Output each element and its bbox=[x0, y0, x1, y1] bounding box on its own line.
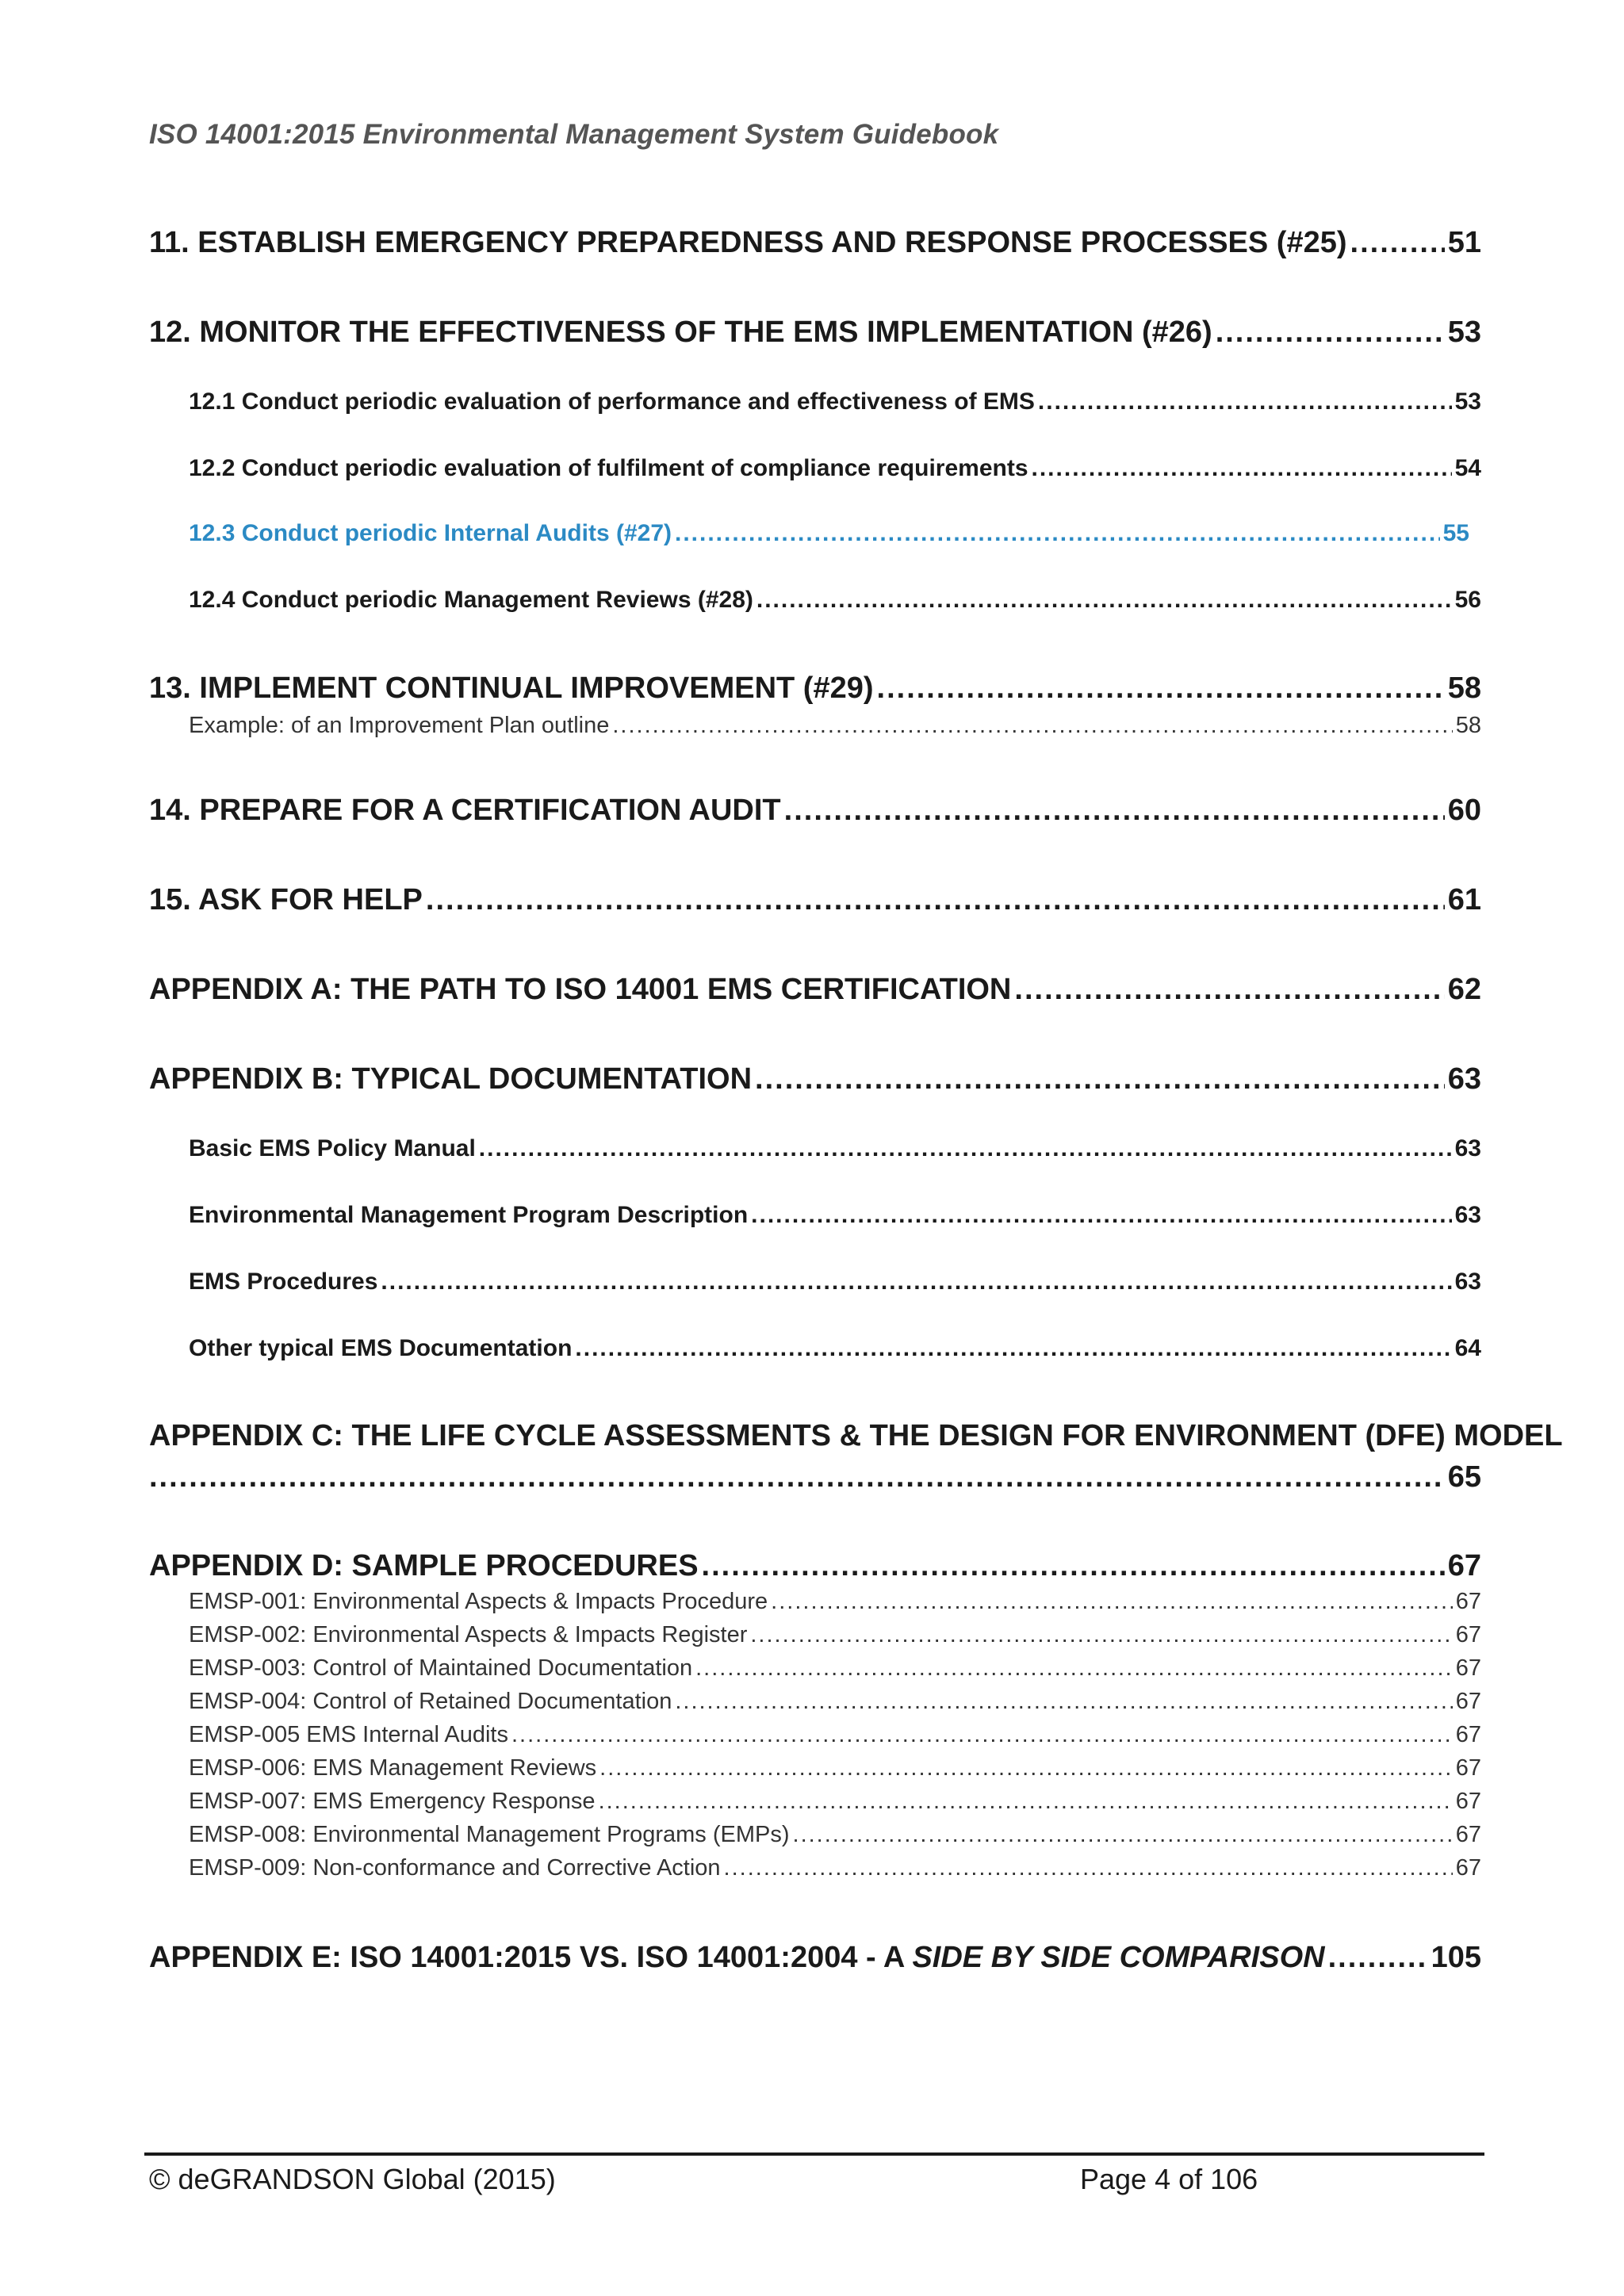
toc-entry-title: EMSP-003: Control of Maintained Documentation bbox=[189, 1655, 693, 1681]
toc-page-number: 105 bbox=[1431, 1941, 1481, 1974]
toc-page-number: 67 bbox=[1455, 1722, 1481, 1747]
dot-leader bbox=[479, 1135, 1452, 1162]
dot-leader bbox=[756, 587, 1452, 614]
toc-entry-13[interactable] bbox=[149, 672, 1481, 706]
toc-page-number: 64 bbox=[1454, 1335, 1481, 1361]
running-header: ISO 14001:2015 Environmental Management System Guidebook bbox=[149, 119, 999, 150]
toc-entry-12-2[interactable] bbox=[189, 455, 1481, 482]
toc-entry-appendix-b-1[interactable] bbox=[189, 1135, 1481, 1162]
dot-leader bbox=[612, 713, 1452, 739]
dot-leader bbox=[1350, 226, 1445, 260]
toc-entry-appendix-b-3[interactable] bbox=[189, 1269, 1481, 1295]
toc-page-number: 51 bbox=[1447, 226, 1481, 259]
toc-entry-15[interactable] bbox=[149, 883, 1481, 917]
dot-leader bbox=[1038, 388, 1452, 415]
toc-entry-title: APPENDIX A: THE PATH TO ISO 14001 EMS CERTIFICATION bbox=[149, 973, 1012, 1006]
toc-entry-title: Example: of an Improvement Plan outline bbox=[189, 713, 610, 738]
dot-leader bbox=[511, 1722, 1453, 1748]
toc-procedure-item[interactable] bbox=[189, 1655, 1481, 1682]
toc-entry-title: EMSP-009: Non-conformance and Corrective Action bbox=[189, 1855, 721, 1881]
toc-entry-title: 15. ASK FOR HELP bbox=[149, 883, 423, 916]
toc-entry-title: APPENDIX D: SAMPLE PROCEDURES bbox=[149, 1549, 699, 1582]
toc-entry-appendix-b-4[interactable] bbox=[189, 1335, 1481, 1362]
toc-page-number: 65 bbox=[1447, 1460, 1481, 1494]
toc-page-number: 58 bbox=[1455, 713, 1481, 738]
toc-entry-title bbox=[149, 1941, 1325, 1975]
dot-leader bbox=[599, 1755, 1453, 1781]
toc-page-number: 67 bbox=[1455, 1822, 1481, 1847]
toc-entry-title: 12. MONITOR THE EFFECTIVENESS OF THE EMS IMPLEMENTATION (#26) bbox=[149, 316, 1212, 349]
toc-page-number: 62 bbox=[1447, 973, 1481, 1006]
toc-page-number: 61 bbox=[1447, 883, 1481, 916]
toc-entry-12-4[interactable] bbox=[189, 587, 1481, 614]
toc-procedure-item[interactable] bbox=[189, 1789, 1481, 1815]
toc-page-number: 67 bbox=[1455, 1589, 1481, 1614]
toc-entry-14[interactable] bbox=[149, 794, 1481, 828]
toc-page-number: 54 bbox=[1454, 455, 1481, 481]
toc-entry-appendix-a[interactable] bbox=[149, 973, 1481, 1007]
toc-entry-title: 12.3 Conduct periodic Internal Audits (#27) bbox=[189, 520, 672, 546]
dot-leader bbox=[599, 1789, 1453, 1815]
toc-entry-title: 12.2 Conduct periodic evaluation of fulfilment of compliance requirements bbox=[189, 455, 1028, 481]
toc-entry-title: EMS Procedures bbox=[189, 1269, 378, 1295]
dot-leader bbox=[695, 1655, 1453, 1682]
toc-page-number: 56 bbox=[1454, 587, 1481, 613]
toc-page-number: 67 bbox=[1447, 1549, 1481, 1582]
toc-entry-title-part: APPENDIX E: ISO 14001:2015 VS. ISO 14001:2004 - A bbox=[149, 1941, 913, 1974]
toc-entry-title: Environmental Management Program Description bbox=[189, 1202, 749, 1228]
toc-page-number: 58 bbox=[1447, 672, 1481, 705]
toc-page-number: 67 bbox=[1455, 1755, 1481, 1781]
toc-page-number: 67 bbox=[1455, 1655, 1481, 1681]
toc-entry-title: EMSP-001: Environmental Aspects & Impacts Procedure bbox=[189, 1589, 768, 1614]
dot-leader bbox=[724, 1855, 1453, 1881]
toc-entry-title: Basic EMS Policy Manual bbox=[189, 1135, 476, 1161]
dot-leader bbox=[784, 794, 1445, 828]
dot-leader bbox=[702, 1549, 1445, 1583]
dot-leader bbox=[751, 1202, 1451, 1229]
toc-page-number: 67 bbox=[1455, 1789, 1481, 1814]
toc-page-number: 55 bbox=[1442, 520, 1469, 546]
toc-entry-title: Other typical EMS Documentation bbox=[189, 1335, 573, 1361]
toc-procedure-item[interactable] bbox=[189, 1755, 1481, 1781]
toc-page-number: 53 bbox=[1447, 316, 1481, 349]
dot-leader bbox=[1014, 973, 1444, 1007]
toc-procedure-item[interactable] bbox=[189, 1622, 1481, 1648]
dot-leader bbox=[755, 1062, 1445, 1096]
toc-entry-appendix-d[interactable] bbox=[149, 1549, 1481, 1583]
toc-entry-title: EMSP-004: Control of Retained Documentation bbox=[189, 1689, 672, 1714]
toc-entry-title: EMSP-007: EMS Emergency Response bbox=[189, 1789, 596, 1814]
toc-page-number: 63 bbox=[1454, 1135, 1481, 1161]
toc-entry-appendix-b[interactable] bbox=[149, 1062, 1481, 1096]
dot-leader bbox=[381, 1269, 1451, 1295]
toc-page-number: 63 bbox=[1447, 1062, 1481, 1096]
dot-leader bbox=[149, 1460, 1445, 1494]
footer-page-number: Page 4 of 106 bbox=[1080, 2163, 1258, 2195]
toc-entry-12-3-link[interactable] bbox=[189, 520, 1469, 547]
toc-procedure-item[interactable] bbox=[189, 1722, 1481, 1748]
dot-leader bbox=[771, 1589, 1453, 1615]
toc-entry-12-1[interactable] bbox=[189, 388, 1481, 415]
footer-rule bbox=[144, 2152, 1484, 2156]
toc-page-number: 63 bbox=[1454, 1202, 1481, 1228]
toc-page-number: 53 bbox=[1454, 388, 1481, 415]
toc-entry-title: APPENDIX B: TYPICAL DOCUMENTATION bbox=[149, 1062, 753, 1096]
toc-entry-title: 14. PREPARE FOR A CERTIFICATION AUDIT bbox=[149, 794, 781, 827]
dot-leader bbox=[877, 672, 1445, 706]
toc-procedure-item[interactable] bbox=[189, 1589, 1481, 1615]
toc-page-number: 63 bbox=[1454, 1269, 1481, 1295]
toc-entry-title: EMSP-008: Environmental Management Programs (EMPs) bbox=[189, 1822, 790, 1847]
dot-leader bbox=[1328, 1941, 1428, 1975]
toc-page-number: 67 bbox=[1455, 1622, 1481, 1647]
toc-page-number: 67 bbox=[1455, 1689, 1481, 1714]
toc-procedure-item[interactable] bbox=[189, 1822, 1481, 1848]
dot-leader bbox=[793, 1822, 1453, 1848]
toc-entry-title: EMSP-005 EMS Internal Audits bbox=[189, 1722, 508, 1747]
toc-entry-title: 12.4 Conduct periodic Management Reviews (#28) bbox=[189, 587, 753, 613]
toc-entry-title: 11. ESTABLISH EMERGENCY PREPAREDNESS AND RESPONSE PROCESSES (#25) bbox=[149, 226, 1347, 259]
toc-entry-title: 12.1 Conduct periodic evaluation of performance and effectiveness of EMS bbox=[189, 388, 1035, 415]
toc-entry-title-italic: SIDE BY SIDE COMPARISON bbox=[912, 1941, 1325, 1974]
toc-entry-appendix-b-2[interactable] bbox=[189, 1202, 1481, 1229]
dot-leader bbox=[675, 1689, 1452, 1715]
toc-entry-title: 13. IMPLEMENT CONTINUAL IMPROVEMENT (#29) bbox=[149, 672, 874, 705]
toc-entry-11[interactable] bbox=[149, 226, 1481, 260]
footer-copyright: © deGRANDSON Global (2015) bbox=[149, 2163, 556, 2195]
toc-page-number: 60 bbox=[1447, 794, 1481, 827]
dot-leader bbox=[426, 883, 1445, 917]
toc-entry-12[interactable] bbox=[149, 316, 1481, 350]
dot-leader bbox=[575, 1335, 1451, 1362]
dot-leader bbox=[675, 520, 1440, 547]
toc-page-number: 67 bbox=[1455, 1855, 1481, 1881]
dot-leader bbox=[1216, 316, 1445, 350]
toc-entry-title: EMSP-002: Environmental Aspects & Impacts Register bbox=[189, 1622, 748, 1647]
toc-procedure-item[interactable] bbox=[189, 1855, 1481, 1881]
toc-procedure-item[interactable] bbox=[189, 1689, 1481, 1715]
dot-leader bbox=[750, 1622, 1452, 1648]
dot-leader bbox=[1032, 455, 1452, 482]
toc-entry-13-example[interactable] bbox=[189, 713, 1481, 739]
toc-entry-appendix-c[interactable] bbox=[149, 1460, 1481, 1494]
toc-entry-title: EMSP-006: EMS Management Reviews bbox=[189, 1755, 597, 1781]
toc-entry-appendix-e[interactable] bbox=[149, 1941, 1481, 1975]
toc-entry-appendix-c-title[interactable]: APPENDIX C: THE LIFE CYCLE ASSESSMENTS & THE DESIGN FOR ENVIRONMENT (DFE) MODEL bbox=[149, 1419, 1563, 1452]
